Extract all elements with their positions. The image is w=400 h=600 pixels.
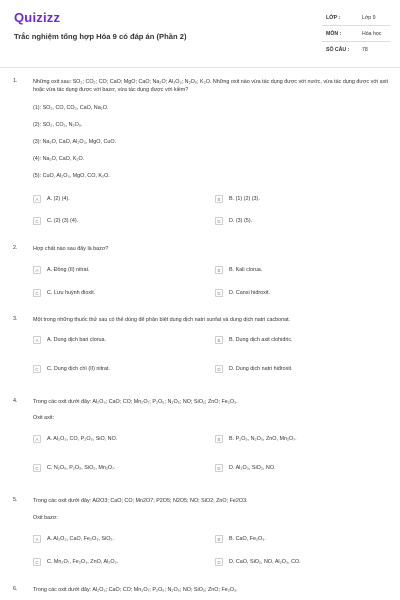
option-letter: B: [215, 336, 223, 344]
question-text: Hợp chất nào sau đây là bazơ?: [33, 246, 109, 252]
question-number: 1.: [13, 78, 18, 84]
quizizz-logo: Quizizz: [14, 10, 61, 25]
option-d[interactable]: [215, 216, 252, 226]
statement-line: (4): Na₂O, CaO, K₂O.: [33, 156, 85, 162]
option-c[interactable]: [33, 216, 78, 226]
question-text: Trong các oxit dưới đây: Al₂O₃; CaO; CO; Mn₂O₇; P₂O₅; N₂O₅; NO; SiO₂; ZnO; Fe₂O₃.: [33, 587, 238, 593]
statement-line: (2): SO₂, CO₂, N₂O₅.: [33, 122, 83, 128]
option-letter: D: [215, 365, 223, 373]
option-text: C. Dung dịch chì (II) nitrat.: [47, 366, 110, 372]
question-count-label: SỐ CÂU :: [326, 47, 350, 53]
question-number: 6.: [13, 586, 18, 592]
option-letter: A: [33, 535, 41, 543]
option-a[interactable]: [33, 335, 106, 345]
option-letter: C: [33, 289, 41, 297]
option-text: A. Dung dịch bari clorua.: [47, 337, 107, 343]
statement-line: (3): Na₂O, CaO, Al₂O₃, MgO, CuO.: [33, 139, 117, 145]
option-letter: A: [33, 435, 41, 443]
subject-label: MÔN :: [326, 31, 342, 37]
option-b[interactable]: [215, 534, 266, 544]
option-text: B. P₂O₅, N₂O₅, ZnO, Mn₂O₇.: [229, 436, 297, 442]
option-text: A. (2) (4).: [47, 196, 70, 202]
statement-line: Oxit axit:: [33, 415, 54, 421]
option-text: D. Al₂O₃, SiO₂, NO.: [229, 465, 276, 471]
option-letter: D: [215, 289, 223, 297]
meta-separator: [322, 41, 390, 42]
question-number: 3.: [13, 316, 18, 322]
option-a[interactable]: [33, 265, 90, 275]
option-d[interactable]: [215, 557, 301, 567]
option-b[interactable]: [215, 335, 293, 345]
option-a[interactable]: [33, 434, 117, 444]
option-letter: C: [33, 217, 41, 225]
question-count-value: 78: [362, 47, 368, 53]
option-a[interactable]: [33, 534, 114, 544]
option-c[interactable]: [33, 364, 110, 374]
option-text: B. CaO, Fe₂O₃.: [229, 536, 266, 542]
question-number: 2.: [13, 245, 18, 251]
statement-line: (5): CuO, Al₂O₃, MgO, CO, K₂O.: [33, 173, 110, 179]
option-a[interactable]: [33, 194, 70, 204]
option-d[interactable]: [215, 364, 293, 374]
worksheet-header: [0, 0, 400, 62]
header-divider: [0, 67, 400, 68]
option-text: C. Lưu huỳnh đioxit.: [47, 290, 96, 296]
question-text: Một trong những thuốc thử sau có thể dùng để phân biệt dung dịch natri sunfat và dung dịch natri cacbonat.: [33, 317, 291, 323]
option-letter: D: [215, 558, 223, 566]
option-letter: B: [215, 435, 223, 443]
statement-line: Oxit bazơ:: [33, 515, 58, 521]
option-b[interactable]: [215, 434, 297, 444]
question-text: Trong các oxit dưới đây: Al2O3; CaO; CO; Mn2O7; P2O5; N2O5; NO; SiO2; ZnO; Fe2O3.: [33, 498, 248, 504]
option-letter: A: [33, 336, 41, 344]
option-letter: A: [33, 266, 41, 274]
option-c[interactable]: [33, 557, 118, 567]
option-text: D. Canxi hiđroxit.: [229, 290, 271, 296]
option-letter: B: [215, 266, 223, 274]
option-c[interactable]: [33, 463, 115, 473]
statement-line: (1): SO₂, CO, CO₂, CaO, Na₂O.: [33, 105, 109, 111]
question-number: 4.: [13, 398, 18, 404]
grade-value: Lớp 9: [362, 15, 376, 21]
option-text: B. Kali clorua.: [229, 267, 263, 273]
question-number: 5.: [13, 497, 18, 503]
question-text: Những oxit sau: SO₂; CO₂; CO; CaO; MgO; CaO; Na₂O; Al₂O₃; N₂O₅; K₂O. Những oxit nào vừa tác dụng được với nước, vừa tác dụng được với axit hoặc vừa tác dụng được với bazơ, vừa tác dụng được với kiềm?: [33, 79, 388, 94]
option-text: B. (1) (2) (3).: [229, 196, 260, 202]
option-text: C. Mn₂O₇, Fe₂O₃, ZnO, Al₂O₃.: [47, 559, 119, 565]
page-title: Trắc nghiệm tổng hợp Hóa 9 có đáp án (Phần 2): [14, 32, 187, 41]
option-text: D. CaO, SiO₂, NO, Al₂O₃, CO.: [229, 559, 301, 565]
option-d[interactable]: [215, 463, 276, 473]
option-letter: B: [215, 535, 223, 543]
option-text: B. Dung dịch axit clohiđric.: [229, 337, 293, 343]
option-letter: D: [215, 464, 223, 472]
option-text: A. Al₂O₃, CaO, Fe₂O₃, SiO₂.: [47, 536, 114, 542]
question-text: Trong các oxit dưới đây: Al₂O₃; CaO; CO; Mn₂O₇; P₂O₅; N₂O₅; NO; SiO₂; ZnO; Fe₂O₃.: [33, 399, 238, 405]
option-text: A. Al₂O₃, CO, P₂O₅, SiO, NO.: [47, 436, 118, 442]
option-text: D. (3) (5).: [229, 218, 253, 224]
option-text: A. Đồng (II) nitrat.: [47, 267, 90, 273]
option-b[interactable]: [215, 265, 262, 275]
subject-value: Hóa học: [362, 31, 382, 37]
option-text: D. Dung dịch natri hiđroxit.: [229, 366, 293, 372]
option-c[interactable]: [33, 288, 95, 298]
option-d[interactable]: [215, 288, 270, 298]
option-text: C. N₂O₅, P₂O₅, SiO₂, Mn₂O₇.: [47, 465, 116, 471]
option-letter: B: [215, 195, 223, 203]
option-letter: C: [33, 365, 41, 373]
option-letter: C: [33, 464, 41, 472]
option-text: C. (2) (3) (4).: [47, 218, 79, 224]
option-letter: C: [33, 558, 41, 566]
grade-label: LỚP :: [326, 15, 341, 21]
meta-separator: [322, 25, 390, 26]
option-b[interactable]: [215, 194, 260, 204]
option-letter: A: [33, 195, 41, 203]
option-letter: D: [215, 217, 223, 225]
